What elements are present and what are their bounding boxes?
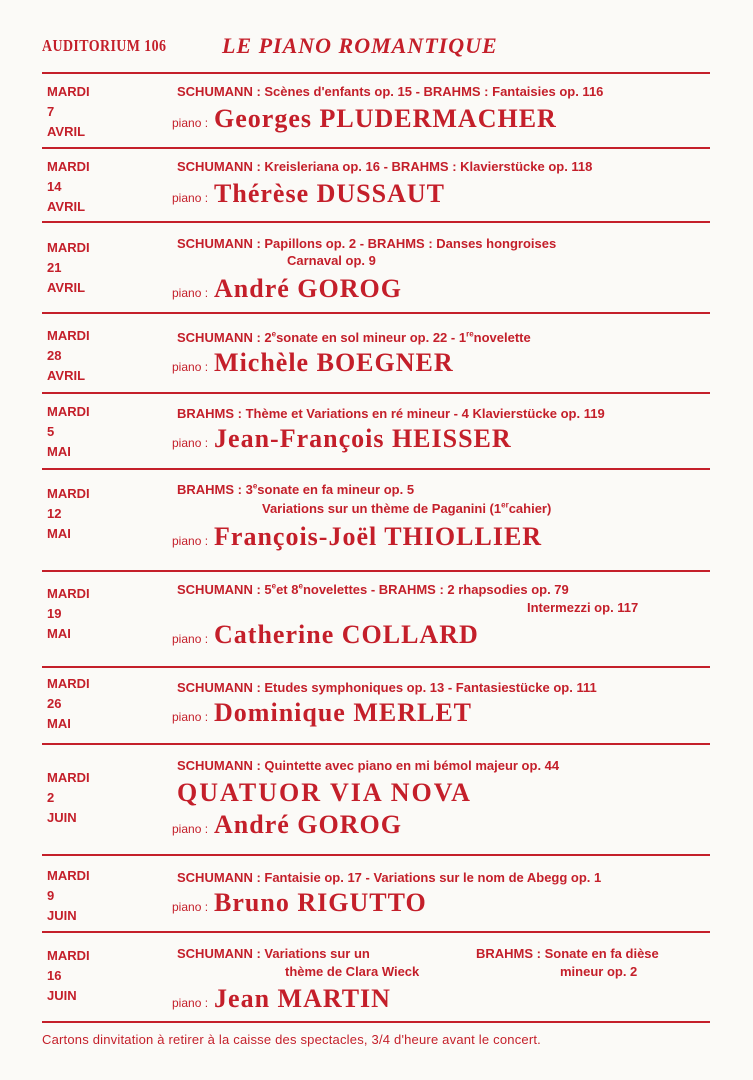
piano-label: piano : [172, 286, 209, 300]
pianist-name: André GOROG [214, 810, 402, 839]
pianist-name: Georges PLUDERMACHER [214, 104, 557, 133]
piano-label: piano : [172, 632, 209, 646]
divider [42, 854, 710, 856]
performer-line [172, 348, 454, 378]
performer-line [172, 104, 557, 134]
concert-program: SCHUMANN : Fantaisie op. 17 - Variations sur le nom de Abegg op. 1 [177, 870, 602, 885]
concert-program-left: SCHUMANN : Variations sur un [177, 946, 370, 961]
pianist-name: Bruno RIGUTTO [214, 888, 427, 917]
pianist-name: Catherine COLLARD [214, 620, 479, 649]
pianist-name: Thérèse DUSSAUT [214, 179, 445, 208]
performer-line [172, 424, 512, 454]
concert-program-line2: Variations sur un thème de Paganini (1ercahier) [262, 500, 552, 516]
divider [42, 221, 710, 223]
pianist-name: André GOROG [214, 274, 402, 303]
divider [42, 312, 710, 314]
footer-note: Cartons dinvitation à retirer à la caisse des spectacles, 3/4 d'heure avant le concert. [42, 1032, 541, 1047]
divider [42, 570, 710, 572]
pianist-name: Jean MARTIN [214, 984, 391, 1013]
concert-program: BRAHMS : Thème et Variations en ré mineur - 4 Klavierstücke op. 119 [177, 406, 605, 421]
piano-label: piano : [172, 996, 209, 1010]
performer-line [172, 522, 542, 552]
pianist-name: François-Joël THIOLLIER [214, 522, 543, 551]
divider [42, 72, 710, 74]
performer-line [172, 179, 445, 209]
performer-line [172, 810, 402, 840]
concert-program: SCHUMANN : 2esonate en sol mineur op. 22 - 1renovelette [177, 329, 531, 345]
divider [42, 931, 710, 933]
piano-label: piano : [172, 116, 209, 130]
piano-label: piano : [172, 900, 209, 914]
piano-label: piano : [172, 191, 209, 205]
divider [42, 392, 710, 394]
pianist-name: Jean-François HEISSER [214, 424, 512, 453]
divider [42, 468, 710, 470]
divider [42, 666, 710, 668]
performer-line [172, 620, 479, 650]
pianist-name: Michèle BOEGNER [214, 348, 454, 377]
ensemble-name: QUATUOR VIA NOVA [177, 778, 472, 807]
piano-label: piano : [172, 822, 209, 836]
concert-program-line2: Carnaval op. 9 [287, 253, 376, 268]
concert-program: SCHUMANN : Quintette avec piano en mi bémol majeur op. 44 [177, 758, 560, 773]
piano-label: piano : [172, 360, 209, 374]
concert-program: BRAHMS : 3esonate en fa mineur op. 5 [177, 481, 415, 497]
piano-label: piano : [172, 534, 209, 548]
performer-line [172, 274, 402, 304]
concert-program-line2: Intermezzi op. 117 [527, 600, 639, 615]
divider [42, 147, 710, 149]
divider [42, 743, 710, 745]
concert-program-left-line2: thème de Clara Wieck [285, 964, 420, 979]
piano-label: piano : [172, 436, 209, 450]
concert-program: SCHUMANN : Kreisleriana op. 16 - BRAHMS : Klavierstücke op. 118 [177, 159, 593, 174]
pianist-name: Dominique MERLET [214, 698, 473, 727]
performer-line [172, 698, 472, 728]
performer-line [172, 984, 391, 1014]
concert-program: SCHUMANN : Scènes d'enfants op. 15 - BRAHMS : Fantaisies op. 116 [177, 84, 604, 99]
concert-program: SCHUMANN : 5eet 8enovelettes - BRAHMS : 2 rhapsodies op. 79 [177, 581, 569, 597]
piano-label: piano : [172, 710, 209, 724]
performer-line [172, 888, 427, 918]
concert-program: SCHUMANN : Etudes symphoniques op. 13 - Fantasiestücke op. 111 [177, 680, 597, 695]
concert-program-right-line2: mineur op. 2 [560, 964, 638, 979]
concert-program-right: BRAHMS : Sonate en fa dièse [476, 946, 659, 961]
concert-program: SCHUMANN : Papillons op. 2 - BRAHMS : Danses hongroises [177, 236, 557, 251]
series-title: LE PIANO ROMANTIQUE [222, 33, 498, 58]
divider [42, 1021, 710, 1023]
page-header [42, 33, 722, 62]
venue-name: AUDITORIUM 106 [42, 36, 167, 55]
